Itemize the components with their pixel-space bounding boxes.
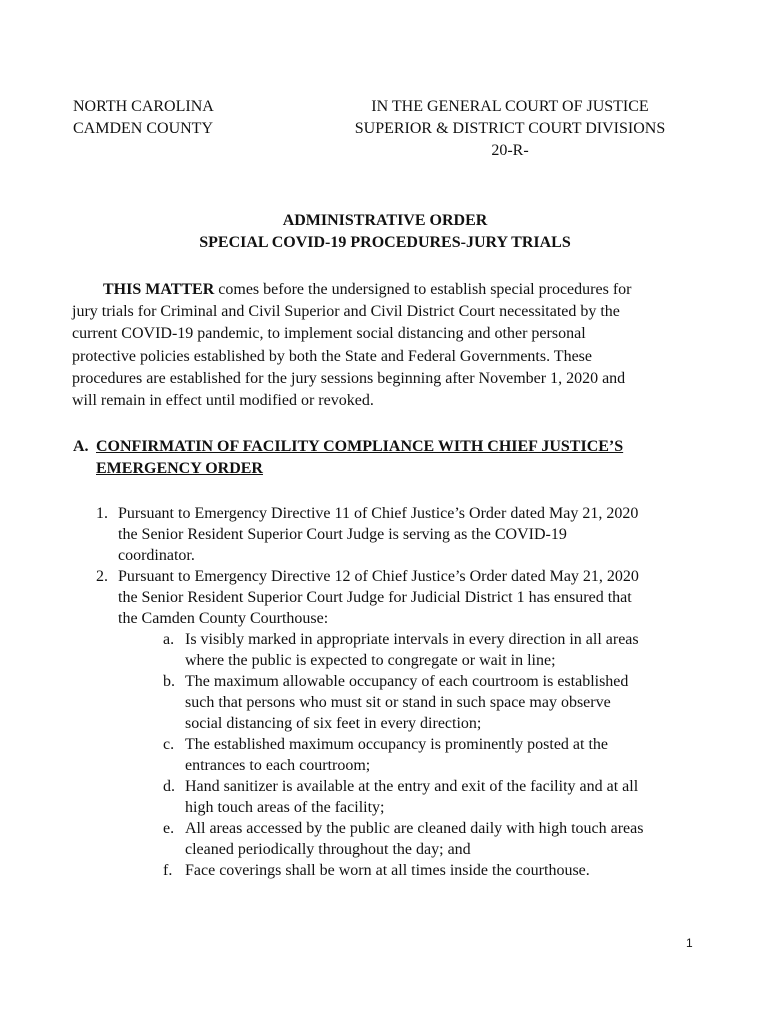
sub-list-letter: f.	[163, 862, 173, 879]
intro-line: will remain in effect until modified or revoked.	[72, 392, 374, 410]
intro-line: jury trials for Criminal and Civil Superior and Civil District Court necessitated by the	[72, 303, 620, 321]
sub-list-letter: d.	[163, 778, 175, 795]
sub-list-item	[163, 776, 706, 818]
caption-court	[332, 96, 688, 162]
sub-list-line: social distancing of six feet in every direction;	[185, 715, 482, 732]
sub-list-line: entrances to each courtroom;	[185, 757, 371, 774]
list-item-line: coordinator.	[118, 547, 195, 564]
list-item-line: Pursuant to Emergency Directive 11 of Chief Justice’s Order dated May 21, 2020	[118, 505, 639, 522]
caption-state-county	[73, 96, 214, 140]
title-line-1: ADMINISTRATIVE ORDER	[282, 212, 488, 229]
sub-list-line: cleaned periodically throughout the day; and	[185, 841, 471, 858]
sub-list-line: All areas accessed by the public are cleaned daily with high touch areas	[185, 820, 644, 837]
caption-court-division: SUPERIOR & DISTRICT COURT DIVISIONS	[354, 120, 666, 137]
list-item-line: the Senior Resident Superior Court Judge is serving as the COVID-19	[118, 526, 567, 543]
list-item-line: the Camden County Courthouse:	[118, 610, 329, 627]
sub-list-letter: a.	[163, 631, 175, 648]
intro-line-text: comes before the undersigned to establish special procedures for	[214, 281, 632, 298]
intro-lead: THIS MATTER	[103, 281, 215, 298]
intro-paragraph	[72, 279, 698, 412]
list-item	[96, 566, 706, 881]
section-heading-line: EMERGENCY ORDER	[96, 460, 263, 477]
list-item	[96, 503, 706, 566]
sub-list-item	[163, 629, 706, 671]
sub-list	[163, 629, 706, 881]
sub-list-letter: b.	[163, 673, 175, 690]
sub-list-item	[163, 860, 706, 881]
list-number: 2.	[96, 568, 108, 585]
section-letter: A.	[73, 438, 89, 455]
section-heading	[96, 436, 623, 480]
sub-list-letter: c.	[163, 736, 175, 753]
caption-county: CAMDEN COUNTY	[73, 120, 213, 137]
intro-line: procedures are established for the jury sessions beginning after November 1, 2020 and	[72, 369, 626, 387]
numbered-list	[96, 503, 706, 881]
sub-list-line: high touch areas of the facility;	[185, 799, 385, 816]
caption-court-name: IN THE GENERAL COURT OF JUSTICE	[371, 98, 649, 115]
sub-list-line: such that persons who must sit or stand in such space may observe	[185, 694, 611, 711]
sub-list-letter: e.	[163, 820, 175, 837]
intro-line: protective policies established by both the State and Federal Governments. These	[72, 347, 593, 365]
sub-list-line: The established maximum occupancy is prominently posted at the	[185, 736, 609, 753]
title-line-2: SPECIAL COVID-19 PROCEDURES-JURY TRIALS	[199, 234, 571, 251]
sub-list-line: Hand sanitizer is available at the entry and exit of the facility and at all	[185, 778, 639, 795]
list-item-line: the Senior Resident Superior Court Judge for Judicial District 1 has ensured that	[118, 589, 632, 606]
sub-list-item	[163, 734, 706, 776]
document-title	[0, 210, 770, 254]
sub-list-line: Face coverings shall be worn at all times inside the courthouse.	[185, 862, 590, 879]
list-number: 1.	[96, 505, 108, 522]
caption-state: NORTH CAROLINA	[73, 98, 214, 115]
sub-list-line: where the public is expected to congregate or wait in line;	[185, 652, 556, 669]
sub-list-item	[163, 818, 706, 860]
page-number: 1	[686, 936, 693, 950]
sub-list-item	[163, 671, 706, 734]
intro-line: current COVID-19 pandemic, to implement social distancing and other personal	[72, 325, 586, 343]
section-heading-line: CONFIRMATIN OF FACILITY COMPLIANCE WITH CHIEF JUSTICE’S	[96, 438, 624, 455]
caption-file-number: 20-R-	[491, 142, 529, 159]
intro-line	[72, 279, 698, 301]
list-item-line: Pursuant to Emergency Directive 12 of Chief Justice’s Order dated May 21, 2020	[118, 568, 639, 585]
sub-list-line: Is visibly marked in appropriate intervals in every direction in all areas	[185, 631, 639, 648]
sub-list-line: The maximum allowable occupancy of each courtroom is established	[185, 673, 629, 690]
